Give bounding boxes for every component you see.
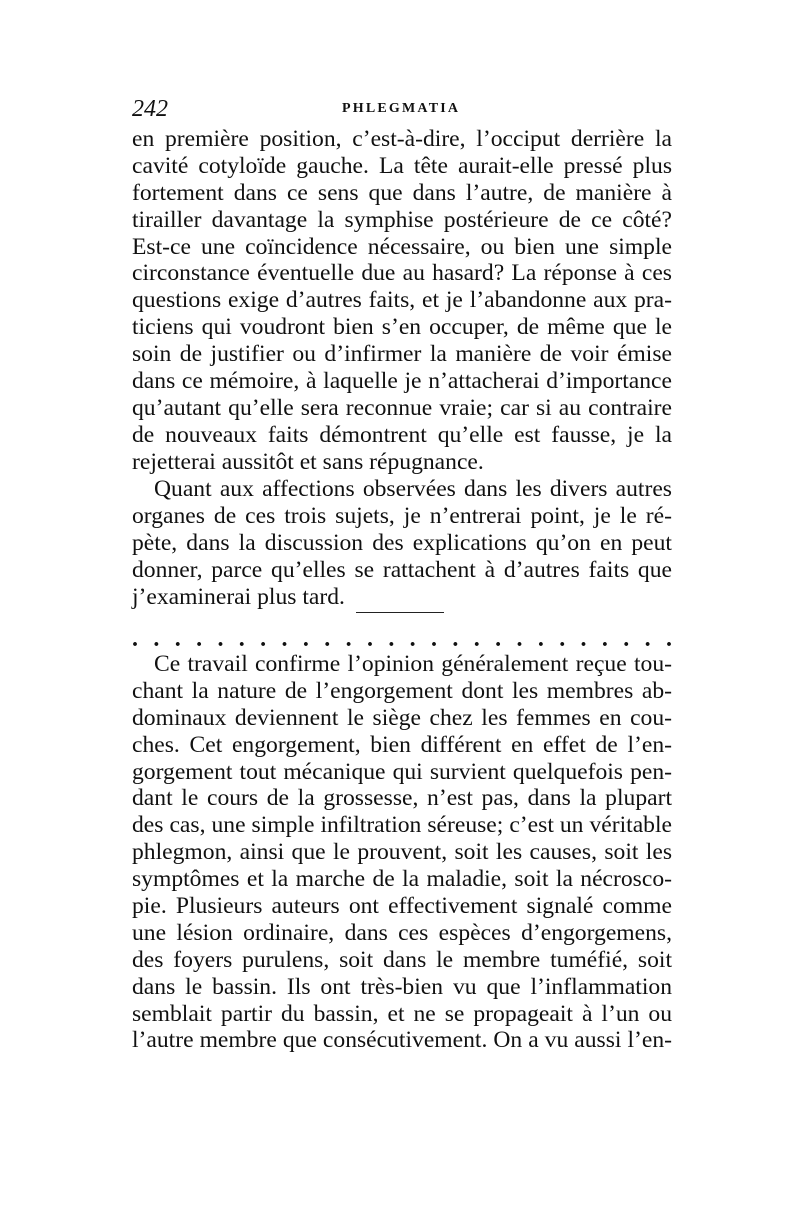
text-line: ticiens qui voudront bien s’en occuper, de même que le	[132, 314, 672, 341]
text-line: circonstance éventuelle due au hasard? La réponse à ces	[132, 260, 672, 287]
page-header	[132, 96, 667, 126]
text-line: symptômes et la marche de la maladie, soit la nécrosco-	[132, 866, 672, 893]
text-line: soin de justifier ou d’infirmer la manière de voir émise	[132, 341, 672, 368]
text-line: pie. Plusieurs auteurs ont effectivement signalé comme	[132, 893, 672, 920]
text-line: dans ce mémoire, à laquelle je n’attacherai d’importance	[132, 368, 672, 395]
text-line: questions exige d’autres faits, et je l’abandonne aux pra-	[132, 287, 672, 314]
text-line: donner, parce qu’elles se rattachent à d’autres faits que	[132, 556, 672, 583]
text-line: des foyers purulens, soit dans le membre tuméfié, soit	[132, 946, 672, 973]
text-line: ches. Cet engorgement, bien différent en effet de l’en-	[132, 731, 672, 758]
text-line: semblait partir du bassin, et ne se propageait à l’un ou	[132, 1000, 672, 1027]
text-line: dans le bassin. Ils ont très-bien vu que l’inflammation	[132, 973, 672, 1000]
text-line: tirailler davantage la symphise postérieure de ce côté?	[132, 206, 672, 233]
page-number: 242	[132, 96, 168, 122]
text-line: Ce travail confirme l’opinion généralement reçue tou-	[154, 651, 672, 677]
text-line: phlegmon, ainsi que le prouvent, soit les causes, soit les	[132, 839, 672, 866]
text-line: Est-ce une coïncidence nécessaire, ou bien une simple	[132, 233, 672, 260]
running-head: PHLEGMATIA	[342, 101, 461, 116]
paragraph-2	[132, 476, 672, 610]
text-line: Quant aux affections observées dans les divers autres	[154, 476, 672, 502]
text-line: rejetterai aussitôt et sans répugnance.	[132, 448, 484, 475]
ellipsis-separator: . . . . . . . . . . . . . . . . . . . . . . . . . .	[132, 626, 672, 652]
text-line: cavité cotyloïde gauche. La tête aurait-elle pressé plus	[132, 152, 672, 179]
text-line: chant la nature de l’engorgement dont les membres ab-	[132, 677, 672, 704]
text-line: une lésion ordinaire, dans ces espèces d’engorgemens,	[132, 919, 672, 946]
text-line: j’examinerai plus tard.	[132, 583, 345, 610]
section-rule	[356, 612, 444, 613]
text-line: fortement dans ce sens que dans l’autre, de manière à	[132, 179, 672, 206]
text-line: qu’autant qu’elle sera reconnue vraie; car si au contraire	[132, 394, 672, 421]
text-line: dominaux deviennent le siège chez les femmes en cou-	[132, 704, 672, 731]
text-line: pète, dans la discussion des explications qu’on en peut	[132, 529, 672, 556]
text-line: en première position, c’est-à-dire, l’occiput derrière la	[132, 126, 672, 152]
paragraph-3	[132, 651, 672, 1054]
text-line: des cas, une simple infiltration séreuse; c’est un véritable	[132, 812, 672, 839]
text-line: gorgement tout mécanique qui survient quelquefois pen-	[132, 758, 672, 785]
text-line: dant le cours de la grossesse, n’est pas, dans la plupart	[132, 785, 672, 812]
text-line: de nouveaux faits démontrent qu’elle est fausse, je la	[132, 421, 672, 448]
paragraph-1	[132, 126, 672, 476]
text-line: organes de ces trois sujets, je n’entrerai point, je le ré-	[132, 502, 672, 529]
text-line: l’autre membre que consécutivement. On a vu aussi l’en-	[132, 1027, 672, 1054]
